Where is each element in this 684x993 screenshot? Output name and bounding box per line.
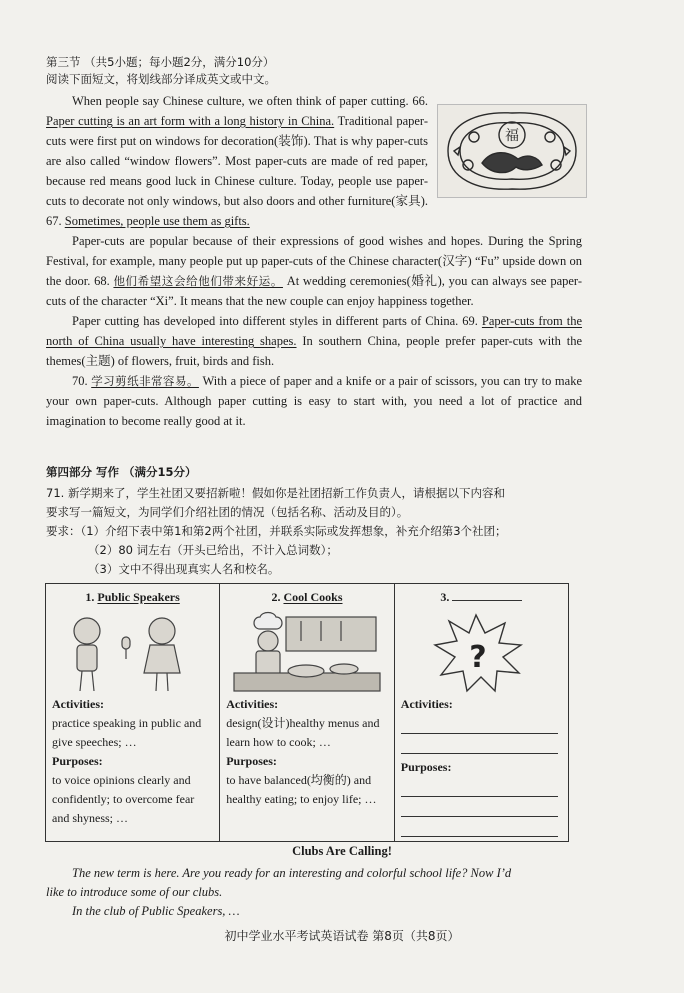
club-3-activities-label: Activities: <box>400 697 453 711</box>
club-2-activities: design(设计)healthy menus and learn how to cook; … <box>226 716 380 749</box>
passage-paragraph-2: Paper-cuts are popular because of their expressions of good wishes and hopes. During the Spring Festival, for example, many people put up paper-cuts of the Chinese character(汉字) “Fu” upside down on the door. 68. 他们希望这会给他们带来好运。 At wedding ceremonies(婚礼), you can always see paper-cuts of the character “Xi”. It means that the new couple can enjoy happiness together. <box>46 234 583 308</box>
answer-line <box>401 714 558 734</box>
essay-line-1: The new term is here. Are you ready for an interesting and colorful school life? Now I’d <box>72 866 512 880</box>
part4-heading: 第四部分 写作 （满分15分） <box>46 465 197 479</box>
underlined-68: 他们希望这会给他们带来好运。 <box>113 274 283 288</box>
answer-line <box>401 797 558 817</box>
passage-paragraph-3: Paper cutting has developed into different styles in different parts of China. 69. Paper-cuts from the north of China usually have interesting shapes. In southern China, people prefer paper-cuts with the themes(主题) of flowers, fruit, birds and fish. <box>46 314 583 368</box>
task-line-1: 71. 新学期来了，学生社团又要招新啦！假如你是社团招新工作负责人，请根据以下内容和 <box>46 486 505 500</box>
underlined-70: 学习剪纸非常容易。 <box>91 374 199 388</box>
clubs-row <box>46 584 569 842</box>
club-2-purposes-label: Purposes: <box>226 754 277 768</box>
section-heading: 第三节 （共5小题；每小题2分，满分10分） <box>46 55 275 69</box>
club-cell-1 <box>46 584 220 842</box>
cook-illustration <box>226 611 388 695</box>
club-1-activities-label: Activities: <box>52 697 104 711</box>
essay-line-3: In the club of Public Speakers, … <box>72 904 240 918</box>
club-3-title: 3. <box>401 588 562 607</box>
underlined-69: Paper-cuts from the north of China usually have interesting shapes. <box>46 314 583 348</box>
answer-line <box>401 777 558 797</box>
requirement-2: （2）80 词左右（开头已给出，不计入总词数）； <box>88 543 338 557</box>
club-3-purposes-label: Purposes: <box>400 760 452 774</box>
question-burst-icon <box>401 611 551 695</box>
clubs-table <box>45 583 569 842</box>
club-cell-3 <box>394 584 568 842</box>
club-1-activities: practice speaking in public and give speeches; … <box>52 716 202 749</box>
underlined-66: Paper cutting is an art form with a long history in China. <box>46 114 335 128</box>
passage-paragraph-1: When people say Chinese culture, we often think of paper cutting. 66. Paper cutting is an art form with a long history in China. Traditional paper-cuts were first put on windows for decoration(装饰). That is why paper-cuts are also called “window flowers”. Most paper-cuts are made of red paper, because red means good luck in Chinese culture. Today, people use paper-cuts to decorate not only windows, but also doors and other furniture(家具). 67. Sometimes, people use them as gifts. <box>46 94 428 228</box>
essay-title: Clubs Are Calling! <box>292 844 392 858</box>
mystery-illustration <box>401 611 562 695</box>
club-1-title: 1. Public Speakers <box>85 590 180 604</box>
answer-line <box>401 734 558 754</box>
requirement-3: （3）文中不得出现真实人名和校名。 <box>88 562 280 576</box>
passage-paragraph-4: 70. 学习剪纸非常容易。 With a piece of paper and a knife or a pair of scissors, you can try to make your own paper-cuts. Although paper cutting is easy to start with, you need a lot of practice and imagination to become really good at it. <box>46 374 582 428</box>
club-2-purposes: to have balanced(均衡的) and healthy eating; to enjoy life; … <box>226 773 377 806</box>
answer-line <box>401 817 558 837</box>
club-cell-2 <box>220 584 395 842</box>
speakers-illustration <box>52 611 213 695</box>
section-instruction: 阅读下面短文，将划线部分译成英文或中文。 <box>46 72 276 86</box>
passage <box>46 91 582 431</box>
task-line-2: 要求写一篇短文，为同学们介绍社团的情况（包括名称、活动及目的）。 <box>46 505 409 519</box>
chef-icon <box>226 611 386 695</box>
question-mark: ? <box>469 640 487 675</box>
page-footer: 初中学业水平考试英语试卷 第8页（共8页） <box>224 929 460 943</box>
underlined-67: Sometimes, people use them as gifts. <box>64 214 250 228</box>
fu-character: 福 <box>505 128 519 144</box>
club-2-title: 2. Cool Cooks <box>271 590 343 604</box>
club-1-purposes-label: Purposes: <box>52 754 103 768</box>
speakers-icon <box>52 611 202 695</box>
requirement-1: 要求：（1）介绍下表中第1和第2两个社团，并联系实际或发挥想象，补充介绍第3个社团； <box>46 524 507 538</box>
club-2-activities-label: Activities: <box>226 697 279 711</box>
essay-line-2: like to introduce some of our clubs. <box>46 885 223 899</box>
club-1-purposes: to voice opinions clearly and confidently; to overcome fear and shyness; … <box>52 773 195 825</box>
